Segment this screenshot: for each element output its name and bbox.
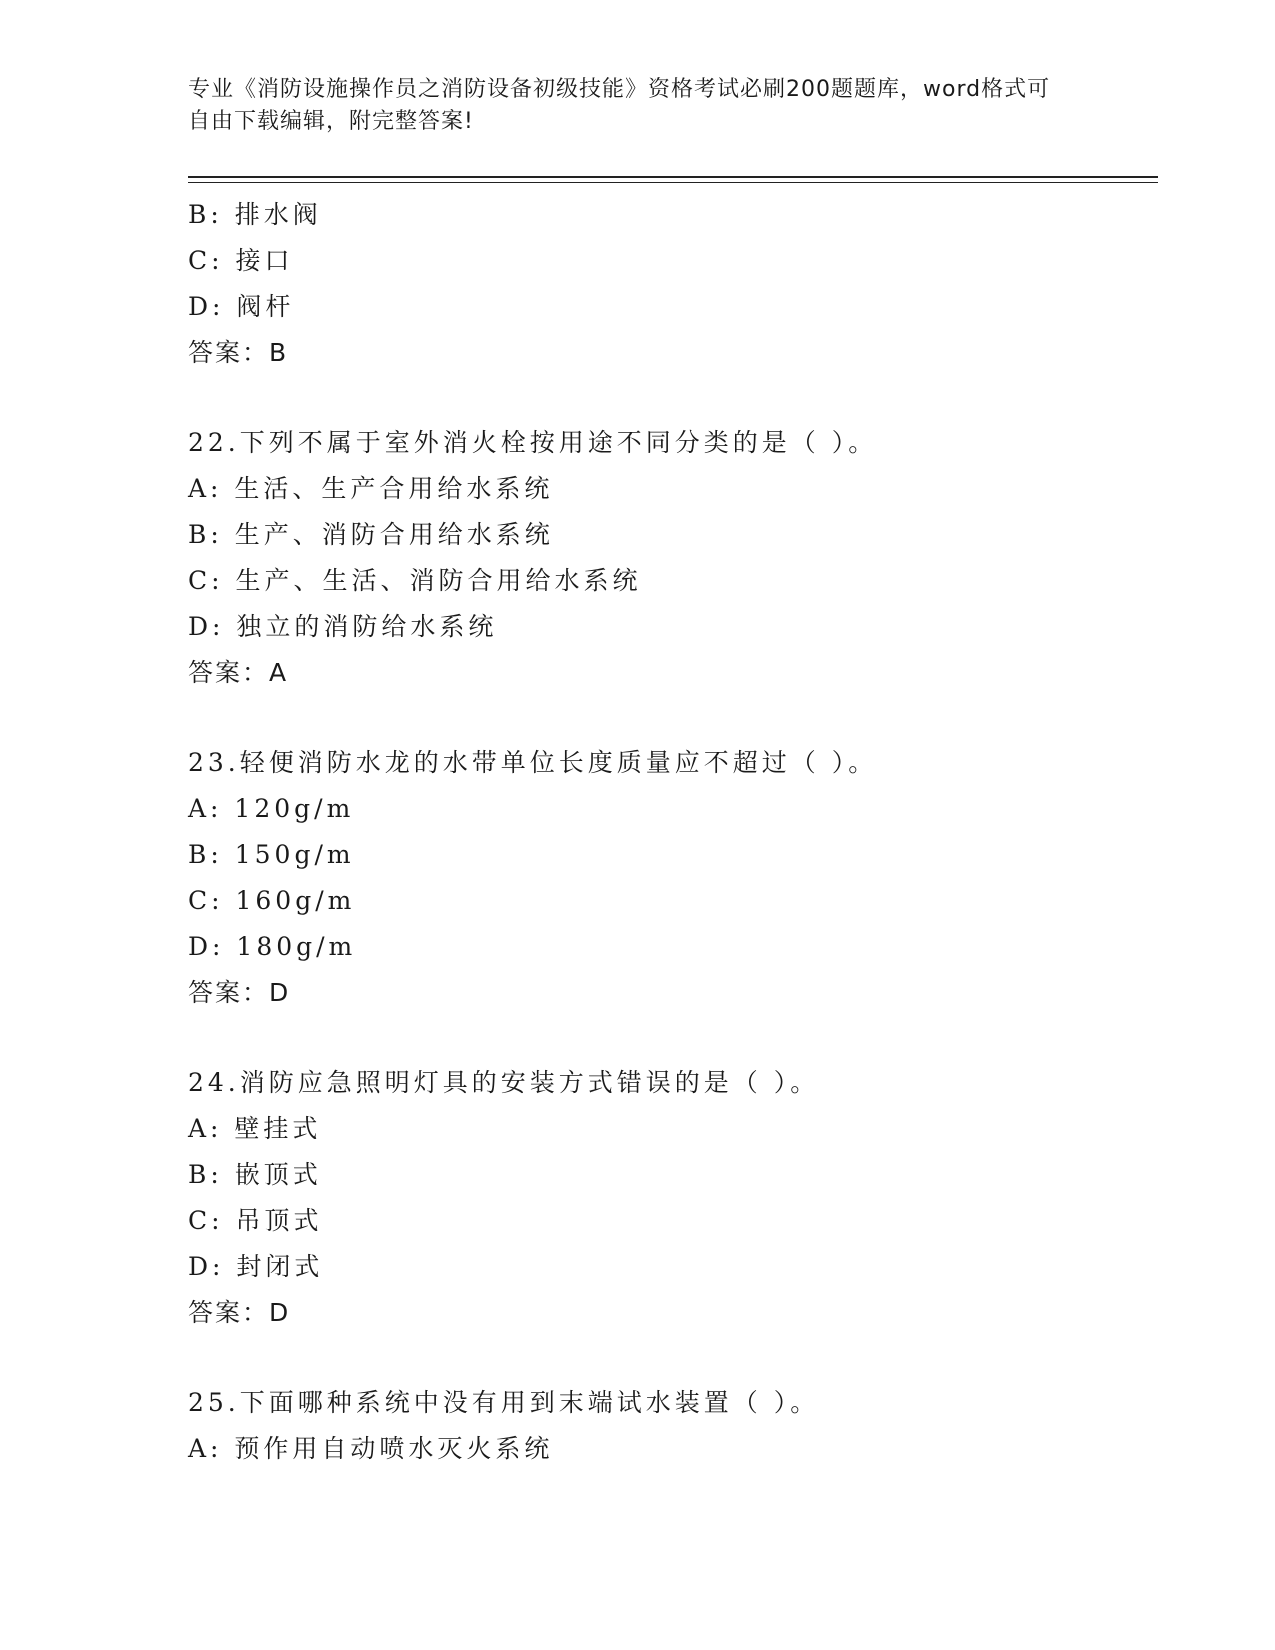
header-divider-thin xyxy=(188,182,1158,183)
option-c: C: 生产、生活、消防合用给水系统 xyxy=(188,566,642,595)
option-c: C: 160g/m xyxy=(188,886,356,915)
question-block-24 xyxy=(188,1060,1148,1336)
option-b: B: 嵌顶式 xyxy=(188,1160,322,1189)
answer-line: 答案：D xyxy=(188,978,291,1007)
question-block-23 xyxy=(188,740,1148,1016)
option-d: D: 独立的消防给水系统 xyxy=(188,612,498,641)
option-b: B: 排水阀 xyxy=(188,200,322,229)
option-a: A: 120g/m xyxy=(188,794,355,823)
question-block-22 xyxy=(188,420,1148,696)
answer-line: 答案：B xyxy=(188,338,289,367)
option-a: A: 壁挂式 xyxy=(188,1114,322,1143)
option-d: D: 180g/m xyxy=(188,932,357,961)
question-stem: 24.消防应急照明灯具的安装方式错误的是（ ）。 xyxy=(188,1068,820,1097)
option-d: D: 阀杆 xyxy=(188,292,295,321)
option-a: A: 预作用自动喷水灭火系统 xyxy=(188,1434,554,1463)
option-b: B: 生产、消防合用给水系统 xyxy=(188,520,554,549)
question-block-21 xyxy=(188,192,1148,376)
answer-line: 答案：A xyxy=(188,658,289,687)
option-a: A: 生活、生产合用给水系统 xyxy=(188,474,554,503)
answer-line: 答案：D xyxy=(188,1298,291,1327)
option-c: C: 吊顶式 xyxy=(188,1206,323,1235)
option-d: D: 封闭式 xyxy=(188,1252,324,1281)
option-b: B: 150g/m xyxy=(188,840,355,869)
question-stem: 23.轻便消防水龙的水带单位长度质量应不超过（ ）。 xyxy=(188,748,878,777)
question-stem: 22.下列不属于室外消火栓按用途不同分类的是（ ）。 xyxy=(188,428,878,457)
question-list xyxy=(188,192,1148,1472)
option-c: C: 接口 xyxy=(188,246,294,275)
document-header: 专业《消防设施操作员之消防设备初级技能》资格考试必刷200题题库，word格式可自由下载编辑，附完整答案! xyxy=(188,77,1051,134)
question-block-25 xyxy=(188,1380,1148,1472)
header-divider-thick xyxy=(188,176,1158,178)
question-stem: 25.下面哪种系统中没有用到末端试水装置（ ）。 xyxy=(188,1388,820,1417)
